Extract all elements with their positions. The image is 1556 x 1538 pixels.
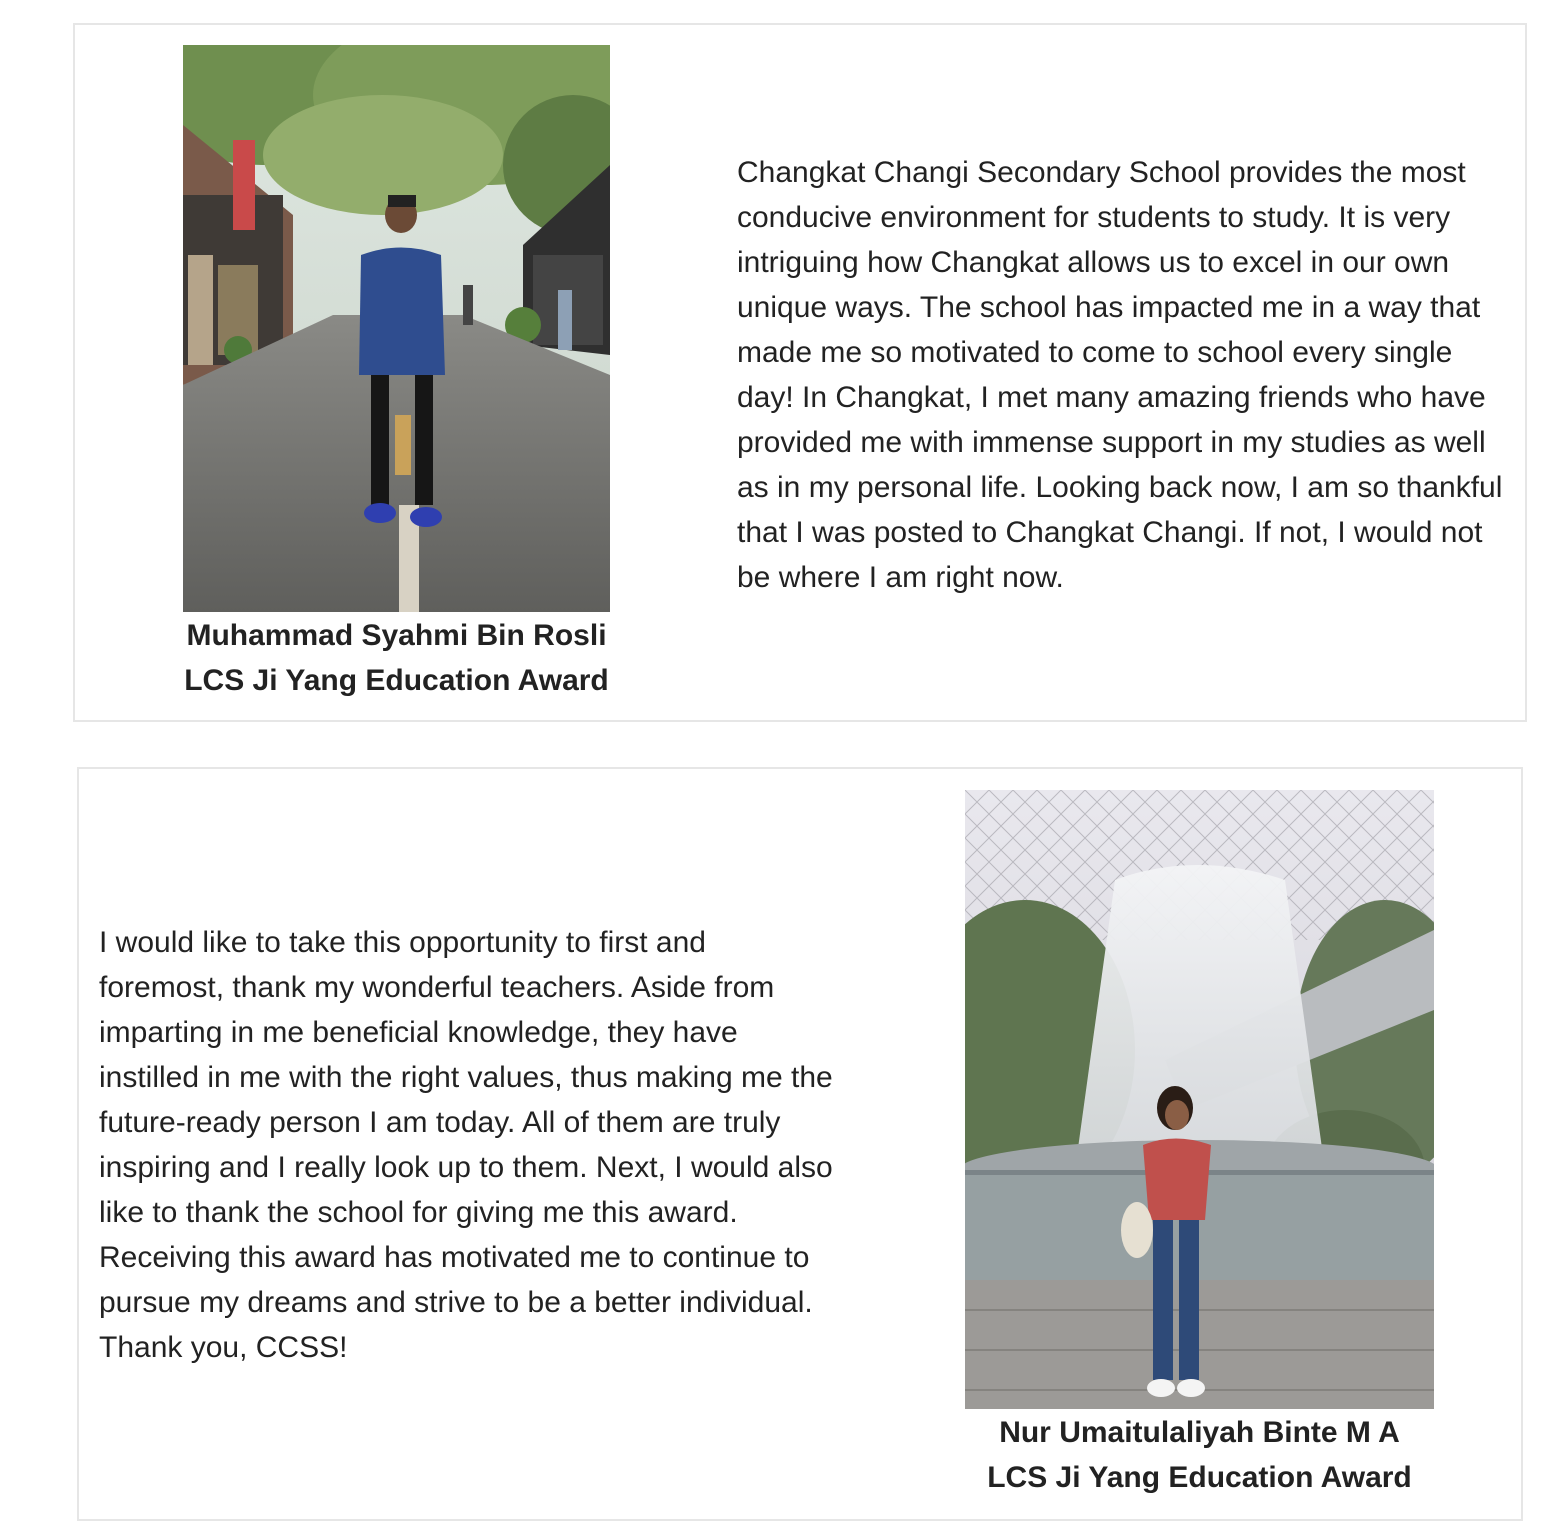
- testimonial-card-2: [77, 767, 1523, 1521]
- waterfall-photo-illustration: [965, 790, 1434, 1409]
- student-caption-1: [183, 613, 610, 703]
- street-photo-illustration: [183, 45, 610, 612]
- testimonial-quote: I would like to take this opportunity to first and foremost, thank my wonderful teachers. Aside from imparting in me beneficial knowledge, they have instilled in me with the right values, thus making me the future-ready person I am today. All of them are truly inspiring and I really look up to them. Next, I would also like to thank the school for giving me this award. Receiving this award has motivated me to continue to pursue my dreams and strive to be a better individual. Thank you, CCSS!: [99, 926, 833, 1364]
- student-photo-1: [183, 45, 610, 612]
- award-name: LCS Ji Yang Education Award: [184, 664, 609, 697]
- testimonial-quote: Changkat Changi Secondary School provides the most conducive environment for students to study. It is very intriguing how Changkat allows us to excel in our own unique ways. The school has impacted me in a way that made me so motivated to come to school every single day! In Changkat, I met many amazing friends who have provided me with immense support in my studies as well as in my personal life. Looking back now, I am so thankful that I was posted to Changkat Changi. If not, I would not be where I am right now.: [737, 156, 1503, 594]
- student-caption-2: [965, 1410, 1434, 1500]
- student-name: Nur Umaitulaliyah Binte M A: [999, 1416, 1400, 1449]
- testimonial-card-1: [73, 23, 1527, 722]
- award-name: LCS Ji Yang Education Award: [987, 1461, 1412, 1494]
- student-photo-2: [965, 790, 1434, 1409]
- student-name: Muhammad Syahmi Bin Rosli: [186, 619, 607, 652]
